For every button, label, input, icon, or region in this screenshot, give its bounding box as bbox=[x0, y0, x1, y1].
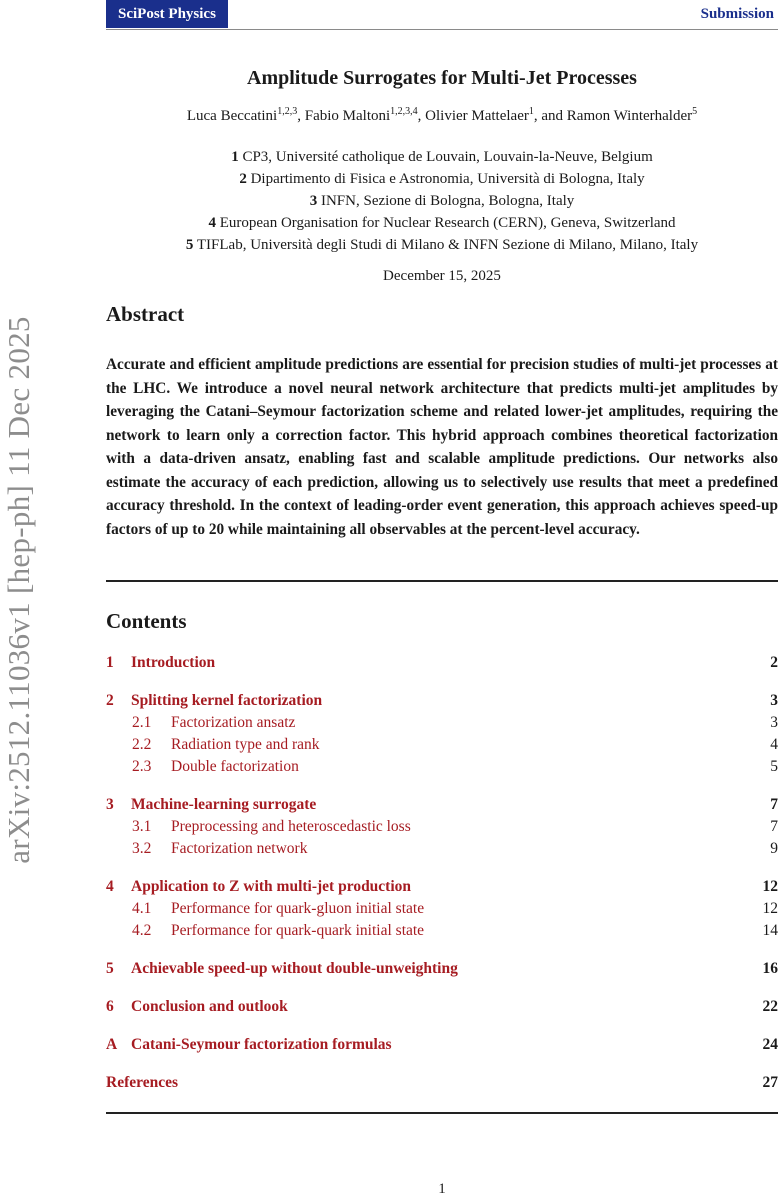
affiliation bbox=[106, 212, 778, 234]
affiliation-text: Dipartimento di Fisica e Astronomia, Università di Bologna, Italy bbox=[250, 171, 645, 187]
toc-number: 1 bbox=[106, 654, 114, 671]
toc-number: 4.1 bbox=[132, 900, 152, 917]
toc-number: 2.1 bbox=[132, 714, 152, 731]
toc-number: A bbox=[106, 1036, 118, 1053]
affiliation bbox=[106, 168, 778, 190]
toc-page: 16 bbox=[762, 960, 778, 977]
author-name: Luca Beccatini bbox=[186, 108, 278, 124]
affiliation-list bbox=[106, 146, 778, 256]
toc-label[interactable]: Factorization network bbox=[171, 840, 308, 857]
toc-entry-quark-gluon[interactable] bbox=[106, 898, 778, 920]
toc-label[interactable]: Preprocessing and heteroscedastic loss bbox=[171, 818, 411, 835]
toc-page: 12 bbox=[762, 900, 778, 917]
toc-entry-radiation-type[interactable] bbox=[106, 734, 778, 756]
arxiv-stamp bbox=[0, 0, 38, 1200]
toc-label[interactable]: Achievable speed-up without double-unweighting bbox=[131, 960, 458, 977]
toc-entry-factorization-ansatz[interactable] bbox=[106, 712, 778, 734]
toc-entry-application-z[interactable] bbox=[106, 876, 778, 898]
toc-entry-splitting-kernel[interactable] bbox=[106, 690, 778, 712]
toc-label[interactable]: Factorization ansatz bbox=[171, 714, 296, 731]
toc-label[interactable]: Application to Z with multi-jet production bbox=[131, 878, 412, 895]
toc-entry-speed-up[interactable] bbox=[106, 958, 778, 980]
affiliation-number: 2 bbox=[239, 171, 247, 187]
author-name: Olivier Mattelaer bbox=[425, 108, 529, 124]
toc-page: 4 bbox=[770, 736, 778, 753]
toc-number: 5 bbox=[106, 960, 114, 977]
publication-date: December 15, 2025 bbox=[383, 268, 501, 284]
toc-page: 3 bbox=[770, 692, 778, 709]
running-header bbox=[106, 0, 778, 30]
affiliation-number: 4 bbox=[208, 215, 216, 231]
toc-entry-conclusion[interactable] bbox=[106, 996, 778, 1018]
toc-page: 9 bbox=[770, 840, 778, 857]
toc-label[interactable]: Double factorization bbox=[171, 758, 299, 775]
toc-page: 12 bbox=[762, 878, 778, 895]
section-divider bbox=[106, 580, 778, 582]
toc-label[interactable]: References bbox=[106, 1074, 179, 1091]
author-affil-sup: 5 bbox=[692, 106, 698, 117]
toc-number: 3.1 bbox=[132, 818, 152, 835]
toc-page: 24 bbox=[762, 1036, 778, 1053]
toc-number: 2 bbox=[106, 692, 114, 709]
author-affil-sup: 1,2,3,4 bbox=[390, 106, 418, 117]
toc-label[interactable]: Conclusion and outlook bbox=[131, 998, 288, 1015]
toc-number: 3 bbox=[106, 796, 114, 813]
affiliation-text: INFN, Sezione di Bologna, Bologna, Italy bbox=[320, 193, 575, 209]
author-affil-sup: 1,2,3 bbox=[277, 106, 298, 117]
toc-label[interactable]: Radiation type and rank bbox=[171, 736, 320, 753]
toc-entry-references[interactable] bbox=[106, 1072, 778, 1094]
toc-label[interactable]: Introduction bbox=[131, 654, 216, 671]
toc-label[interactable]: Machine-learning surrogate bbox=[131, 796, 317, 813]
toc-number: 4.2 bbox=[132, 922, 152, 939]
toc-page: 7 bbox=[770, 818, 778, 835]
toc-label[interactable]: Catani-Seymour factorization formulas bbox=[131, 1036, 392, 1053]
affiliation-number: 3 bbox=[309, 193, 318, 209]
contents-heading: Contents bbox=[106, 609, 187, 633]
journal-badge[interactable]: SciPost Physics bbox=[106, 0, 228, 28]
toc-entry-quark-quark[interactable] bbox=[106, 920, 778, 942]
toc-entry-preprocessing[interactable] bbox=[106, 816, 778, 838]
toc-number: 4 bbox=[106, 878, 114, 895]
author-list bbox=[106, 108, 778, 125]
affiliation bbox=[106, 190, 778, 212]
toc-page: 14 bbox=[762, 922, 778, 939]
author-separator: , and bbox=[533, 108, 567, 124]
toc-number: 2.3 bbox=[132, 758, 152, 775]
toc-page: 5 bbox=[770, 758, 778, 775]
toc-number: 2.2 bbox=[132, 736, 152, 753]
page-number: 1 bbox=[438, 1181, 446, 1197]
toc-number: 3.2 bbox=[132, 840, 152, 857]
toc-entry-ml-surrogate[interactable] bbox=[106, 794, 778, 816]
author-separator: , bbox=[417, 108, 426, 124]
section-divider bbox=[106, 1112, 778, 1114]
affiliation bbox=[106, 146, 778, 168]
author-name: Fabio Maltoni bbox=[304, 108, 391, 124]
affiliation-text: TIFLab, Università degli Studi di Milano & INFN Sezione di Milano, Milano, Italy bbox=[196, 237, 699, 253]
author-name: Ramon Winterhalder bbox=[566, 108, 693, 124]
toc-page: 3 bbox=[770, 714, 778, 731]
paper-title: Amplitude Surrogates for Multi-Jet Processes bbox=[247, 67, 637, 89]
affiliation-number: 1 bbox=[231, 149, 239, 165]
toc-page: 27 bbox=[762, 1074, 778, 1091]
toc-number: 6 bbox=[106, 998, 114, 1015]
toc-label[interactable]: Performance for quark-gluon initial state bbox=[171, 900, 425, 917]
affiliation bbox=[106, 234, 778, 256]
toc-entry-double-factorization[interactable] bbox=[106, 756, 778, 778]
submission-label: Submission bbox=[700, 6, 774, 22]
affiliation-text: European Organisation for Nuclear Research (CERN), Geneva, Switzerland bbox=[219, 215, 676, 231]
toc-entry-introduction[interactable] bbox=[106, 652, 778, 674]
abstract-text: Accurate and efficient amplitude predictions are essential for precision studies of multi-jet processes at the LHC. We introduce a novel neural network architecture that predicts multi-jet amplitudes by leveraging the Catani–Seymour factorization scheme and related lower-jet amplitudes, requiring the network to learn only a correction factor. This hybrid approach combines theoretical factorization with a data-driven ansatz, enabling fast and scalable amplitude predictions. Our networks also estimate the accuracy of each prediction, allowing us to selectively use results that meet a predefined accuracy threshold. In the context of leading-order event generation, this approach achieves speed-up factors of up to 20 while maintaining all observables at the percent-level accuracy. bbox=[106, 356, 778, 538]
toc-label[interactable]: Splitting kernel factorization bbox=[131, 692, 323, 709]
toc-label[interactable]: Performance for quark-quark initial state bbox=[171, 922, 425, 939]
affiliation-text: CP3, Université catholique de Louvain, Louvain-la-Neuve, Belgium bbox=[242, 149, 653, 165]
toc-page: 22 bbox=[762, 998, 778, 1015]
arxiv-id[interactable]: arXiv:2512.11036v1 [hep-ph] 11 Dec 2025 bbox=[1, 316, 36, 864]
abstract-heading: Abstract bbox=[106, 302, 185, 326]
author-separator: , bbox=[297, 108, 305, 124]
toc-page: 2 bbox=[770, 654, 778, 671]
author-affil-sup: 1 bbox=[528, 106, 534, 117]
toc-entry-factorization-network[interactable] bbox=[106, 838, 778, 860]
toc-page: 7 bbox=[770, 796, 778, 813]
toc-entry-appendix-a[interactable] bbox=[106, 1034, 778, 1056]
affiliation-number: 5 bbox=[185, 237, 194, 253]
